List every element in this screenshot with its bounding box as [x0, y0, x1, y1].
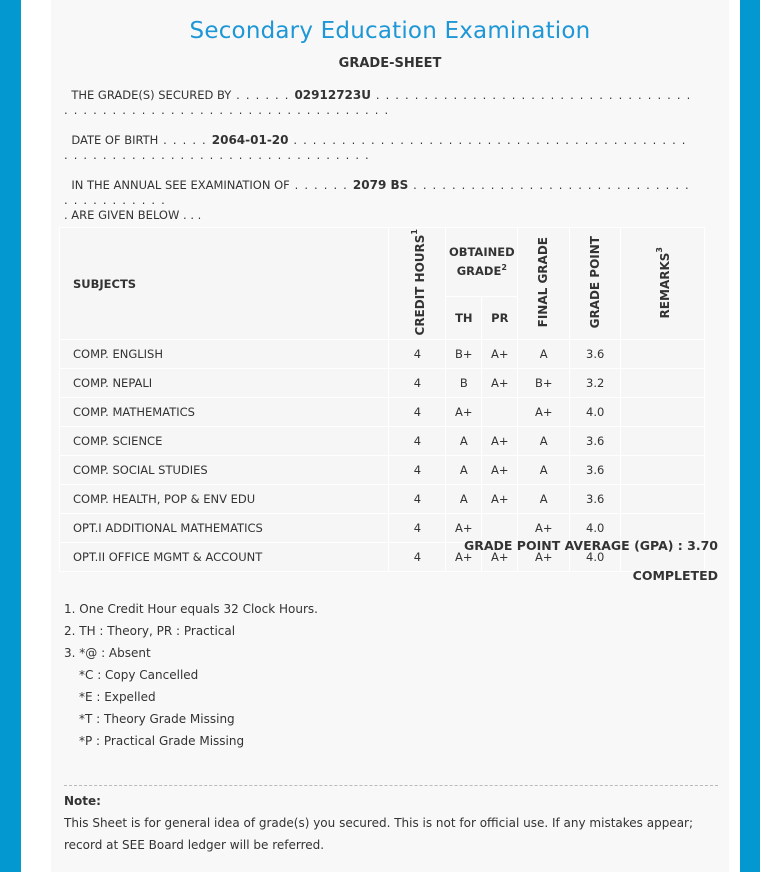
dob-label: DATE OF BIRTH: [71, 133, 159, 147]
note-text: This Sheet is for general idea of grade(s) you secured. This is not for official use. If any mistakes appear; record at SEE Board ledger will be referred.: [64, 816, 694, 852]
grades-table: [59, 227, 705, 572]
header-subjects: SUBJECTS: [60, 228, 389, 340]
th-grade-cell: B: [446, 369, 482, 398]
gpa: GRADE POINT AVERAGE (GPA) : 3.70: [463, 538, 718, 553]
grade-point-cell: 3.6: [570, 485, 621, 514]
credit-cell: 4: [389, 456, 446, 485]
dob-line: DATE OF BIRTH . . . . . 2064-01-20 . . . . . . . . . . . . . . . . . . . . . . . . . . . . . . . . . . . . . . . . . . . . . . . . . . . . . . . . . . . . . . . . . . . . . . . . .: [64, 133, 687, 162]
remarks-cell: [621, 485, 705, 514]
header-credit-hours: CREDIT HOURS$^1$: [389, 228, 446, 340]
final-grade-cell: A+: [518, 514, 570, 543]
th-grade-cell: A: [446, 485, 482, 514]
credit-cell: 4: [389, 398, 446, 427]
footnotes: [64, 598, 318, 752]
table-row: [60, 485, 705, 514]
remarks-cell: [621, 456, 705, 485]
pr-grade-cell: [482, 398, 518, 427]
subject-cell: COMP. ENGLISH: [60, 340, 389, 369]
pr-grade-cell: A+: [482, 340, 518, 369]
th-grade-cell: A: [446, 456, 482, 485]
final-grade-cell: A+: [518, 543, 570, 572]
header-grade-point: GRADE POINT: [570, 228, 621, 340]
final-grade-cell: A: [518, 485, 570, 514]
secured-by-label: THE GRADE(S) SECURED BY: [71, 88, 232, 102]
th-grade-cell: A: [446, 427, 482, 456]
final-grade-cell: A: [518, 427, 570, 456]
final-grade-cell: A+: [518, 398, 570, 427]
footnote: 1. One Credit Hour equals 32 Clock Hours.: [64, 602, 318, 616]
footnote: *T : Theory Grade Missing: [79, 712, 235, 726]
grade-point-cell: 3.6: [570, 340, 621, 369]
grade-point-cell: 3.6: [570, 456, 621, 485]
page: [21, 0, 740, 872]
final-grade-cell: B+: [518, 369, 570, 398]
dob-value: 2064-01-20: [211, 133, 289, 147]
final-grade-cell: A: [518, 340, 570, 369]
note-label: Note:: [64, 794, 101, 808]
table-row: [60, 456, 705, 485]
grade-point-cell: 3.2: [570, 369, 621, 398]
sheet-subtitle: GRADE-SHEET: [338, 56, 442, 71]
subject-cell: COMP. NEPALI: [60, 369, 389, 398]
exam-year: 2079 BS: [352, 178, 409, 192]
th-grade-cell: B+: [446, 340, 482, 369]
subject-cell: OPT.I ADDITIONAL MATHEMATICS: [60, 514, 389, 543]
subject-cell: OPT.II OFFICE MGMT & ACCOUNT: [60, 543, 389, 572]
exam-line: IN THE ANNUAL SEE EXAMINATION OF . . . . . . 2079 BS . . . . . . . . . . . . . . . . . . . . . . . . . . . . . . . . . . . . . . . . . ARE GIVEN BELOW . . .: [64, 178, 690, 222]
footnote: *P : Practical Grade Missing: [79, 734, 245, 748]
subject-cell: COMP. SCIENCE: [60, 427, 389, 456]
th-grade-cell: A+: [446, 398, 482, 427]
table-row: [60, 340, 705, 369]
pr-grade-cell: A+: [482, 427, 518, 456]
subject-cell: COMP. MATHEMATICS: [60, 398, 389, 427]
divider: [64, 785, 718, 786]
th-grade-cell: A+: [446, 543, 482, 572]
footnote: 3. *@ : Absent: [64, 646, 151, 660]
credit-cell: 4: [389, 543, 446, 572]
table-row: [60, 427, 705, 456]
credit-cell: 4: [389, 485, 446, 514]
remarks-cell: [621, 398, 705, 427]
credit-cell: 4: [389, 427, 446, 456]
header-final-grade: FINAL GRADE: [518, 228, 570, 340]
page-title: Secondary Education Examination: [189, 18, 591, 44]
header-pr: PR: [482, 296, 518, 340]
header-th: TH: [446, 296, 482, 340]
header-remarks: REMARKS$^3$: [621, 228, 705, 340]
header-obtained-grade: OBTAINED GRADE$^2$: [446, 228, 518, 297]
final-grade-cell: A: [518, 456, 570, 485]
symbol-number: 02912723U: [294, 88, 371, 102]
result-status: COMPLETED: [632, 568, 718, 583]
grade-point-cell: 4.0: [570, 514, 621, 543]
credit-cell: 4: [389, 514, 446, 543]
grade-point-cell: 3.6: [570, 427, 621, 456]
grade-sheet: [51, 0, 729, 872]
table-row: [60, 398, 705, 427]
subject-cell: COMP. SOCIAL STUDIES: [60, 456, 389, 485]
pr-grade-cell: A+: [482, 485, 518, 514]
given-below: . ARE GIVEN BELOW . . .: [64, 208, 202, 222]
table-row: [60, 369, 705, 398]
grade-point-cell: 4.0: [570, 543, 621, 572]
subject-cell: COMP. HEALTH, POP & ENV EDU: [60, 485, 389, 514]
exam-label: IN THE ANNUAL SEE EXAMINATION OF: [71, 178, 290, 192]
secured-by-line: THE GRADE(S) SECURED BY . . . . . . 02912723U . . . . . . . . . . . . . . . . . . . . . . . . . . . . . . . . . . . . . . . . . . . . . . . . . . . . . . . . . . . . . . . . . . .: [64, 88, 692, 117]
remarks-cell: [621, 427, 705, 456]
credit-cell: 4: [389, 369, 446, 398]
footnote: 2. TH : Theory, PR : Practical: [64, 624, 236, 638]
note: [64, 790, 704, 856]
footnote: *E : Expelled: [79, 690, 156, 704]
pr-grade-cell: A+: [482, 369, 518, 398]
remarks-cell: [621, 340, 705, 369]
grade-point-cell: 4.0: [570, 398, 621, 427]
pr-grade-cell: A+: [482, 456, 518, 485]
remarks-cell: [621, 369, 705, 398]
th-grade-cell: A+: [446, 514, 482, 543]
footnote: *C : Copy Cancelled: [79, 668, 199, 682]
credit-cell: 4: [389, 340, 446, 369]
pr-grade-cell: A+: [482, 543, 518, 572]
